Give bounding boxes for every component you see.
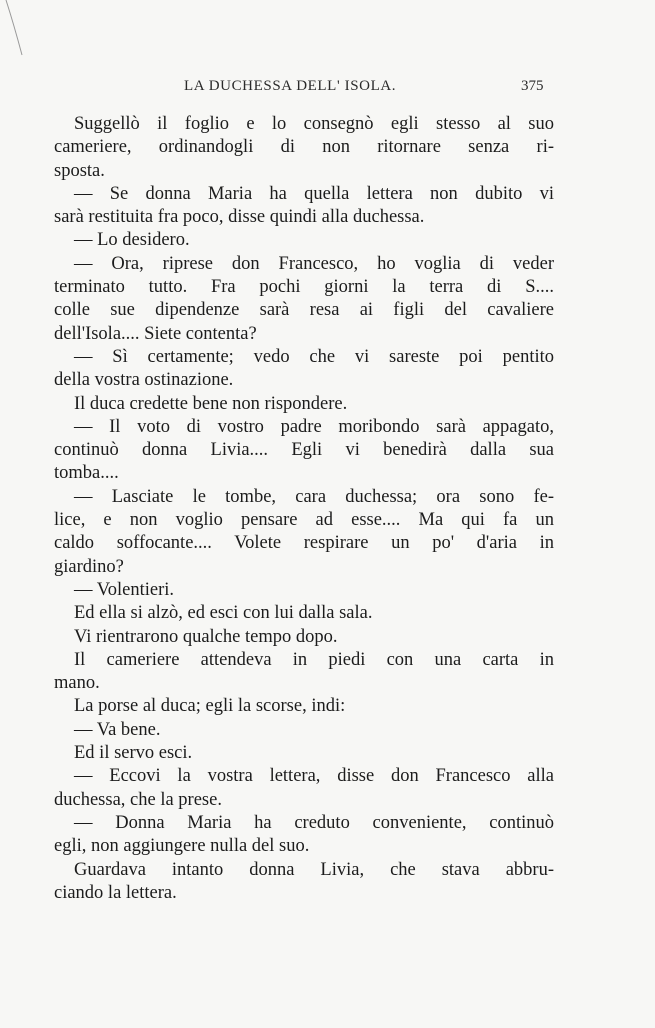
text-line: sposta. xyxy=(54,160,105,181)
text-line: cameriere, ordinandogli di non ritornare senza ri- xyxy=(54,137,554,158)
body-text xyxy=(54,113,554,905)
text-line: Ed ella si alzò, ed esci con lui dalla sala. xyxy=(74,603,373,624)
text-line: Suggellò il foglio e lo consegnò egli stesso al suo xyxy=(74,114,554,134)
page-number: 375 xyxy=(521,78,544,94)
text-line: — Lo desidero. xyxy=(74,230,190,251)
page-edge-mark xyxy=(4,0,34,60)
text-line: continuò donna Livia.... Egli vi benedirà dalla sua xyxy=(54,440,554,461)
text-line: — Se donna Maria ha quella lettera non dubito vi xyxy=(74,183,554,204)
text-line: Il duca credette bene non rispondere. xyxy=(74,393,348,414)
text-line: colle sue dipendenze sarà resa ai figli del cavaliere xyxy=(54,300,554,321)
text-line: — Volentieri. xyxy=(74,579,175,600)
text-line: egli, non aggiungere nulla del suo. xyxy=(54,836,310,857)
text-line: Vi rientrarono qualche tempo dopo. xyxy=(74,626,338,647)
text-line: dell'Isola.... Siete contenta? xyxy=(54,323,257,344)
text-line: duchessa, che la prese. xyxy=(54,789,222,810)
running-header xyxy=(0,78,655,102)
text-line: — Sì certamente; vedo che vi sareste poi pentito xyxy=(74,346,554,367)
text-line: La porse al duca; egli la scorse, indi: xyxy=(74,696,346,717)
text-line: sarà restituita fra poco, disse quindi alla duchessa. xyxy=(54,207,425,228)
text-line: — Va bene. xyxy=(74,719,161,740)
text-line: giardino? xyxy=(54,556,124,577)
text-line: Il cameriere attendeva in piedi con una carta in xyxy=(74,649,554,670)
text-line: — Lasciate le tombe, cara duchessa; ora sono fe- xyxy=(74,486,554,507)
text-line: Guardava intanto donna Livia, che stava abbru- xyxy=(74,859,554,880)
text-line: Ed il servo esci. xyxy=(74,743,193,764)
text-line: ciando la lettera. xyxy=(54,882,177,903)
text-line: — Il voto di vostro padre moribondo sarà appagato, xyxy=(74,416,554,437)
text-line: tomba.... xyxy=(54,463,119,484)
text-line: lice, e non voglio pensare ad esse.... Ma qui fa un xyxy=(54,510,554,531)
text-line: — Donna Maria ha creduto conveniente, continuò xyxy=(74,812,554,833)
running-title: LA DUCHESSA DELL' ISOLA. xyxy=(184,78,397,94)
text-line: caldo soffocante.... Volete respirare un po' d'aria in xyxy=(54,533,554,554)
text-line: della vostra ostinazione. xyxy=(54,370,234,391)
text-line: — Ora, riprese don Francesco, ho voglia di veder xyxy=(74,253,554,274)
text-line: terminato tutto. Fra pochi giorni la terra di S.... xyxy=(54,277,554,298)
text-line: — Eccovi la vostra lettera, disse don Francesco alla xyxy=(74,766,554,787)
text-line: mano. xyxy=(54,673,100,694)
